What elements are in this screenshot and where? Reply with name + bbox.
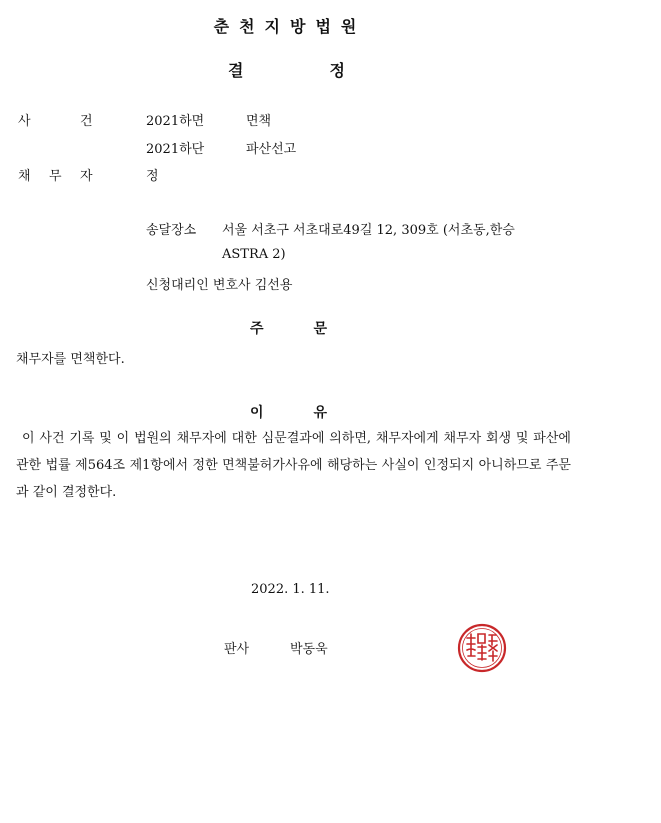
document-title (228, 58, 345, 81)
judge-title: 판사 (224, 642, 250, 657)
judge-name: 박동욱 (290, 642, 328, 657)
debtor-name: 정 (146, 169, 159, 184)
address-line-2: ASTRA 2) (222, 247, 286, 262)
reason-paragraph: 이 사건 기록 및 이 법원의 채무자에 대한 심문결과에 의하면, 채무자에게 채무자 회생 및 파산에 관한 법률 제564조 제1항에서 정한 면책불허가사유에 해당하는 사실이 인정되지 아니하므로 주문과 같이 결정한다. (16, 431, 571, 500)
case-label: 사 건 (18, 114, 93, 129)
address-label: 송달장소 (146, 223, 197, 238)
title-left: 결 (228, 61, 244, 80)
reason-heading: 이 유 (250, 405, 328, 421)
applicant-agent: 신청대리인 변호사 김선용 (146, 278, 293, 293)
case-type-1: 면책 (246, 114, 272, 129)
debtor-label: 채 무 자 (18, 169, 93, 184)
case-number-2: 2021하단 (146, 142, 205, 157)
decision-date: 2022. 1. 11. (251, 582, 330, 597)
official-seal-icon (456, 622, 508, 674)
order-text: 채무자를 면책한다. (16, 352, 125, 367)
case-number-1: 2021하면 (146, 114, 205, 129)
address-line-1: 서울 서초구 서초대로49길 12, 309호 (서초동,한승 (222, 223, 515, 238)
order-heading: 주 문 (250, 321, 328, 337)
court-name: 춘천지방법원 (213, 17, 367, 36)
case-type-2: 파산선고 (246, 142, 297, 157)
title-right: 정 (329, 61, 345, 80)
